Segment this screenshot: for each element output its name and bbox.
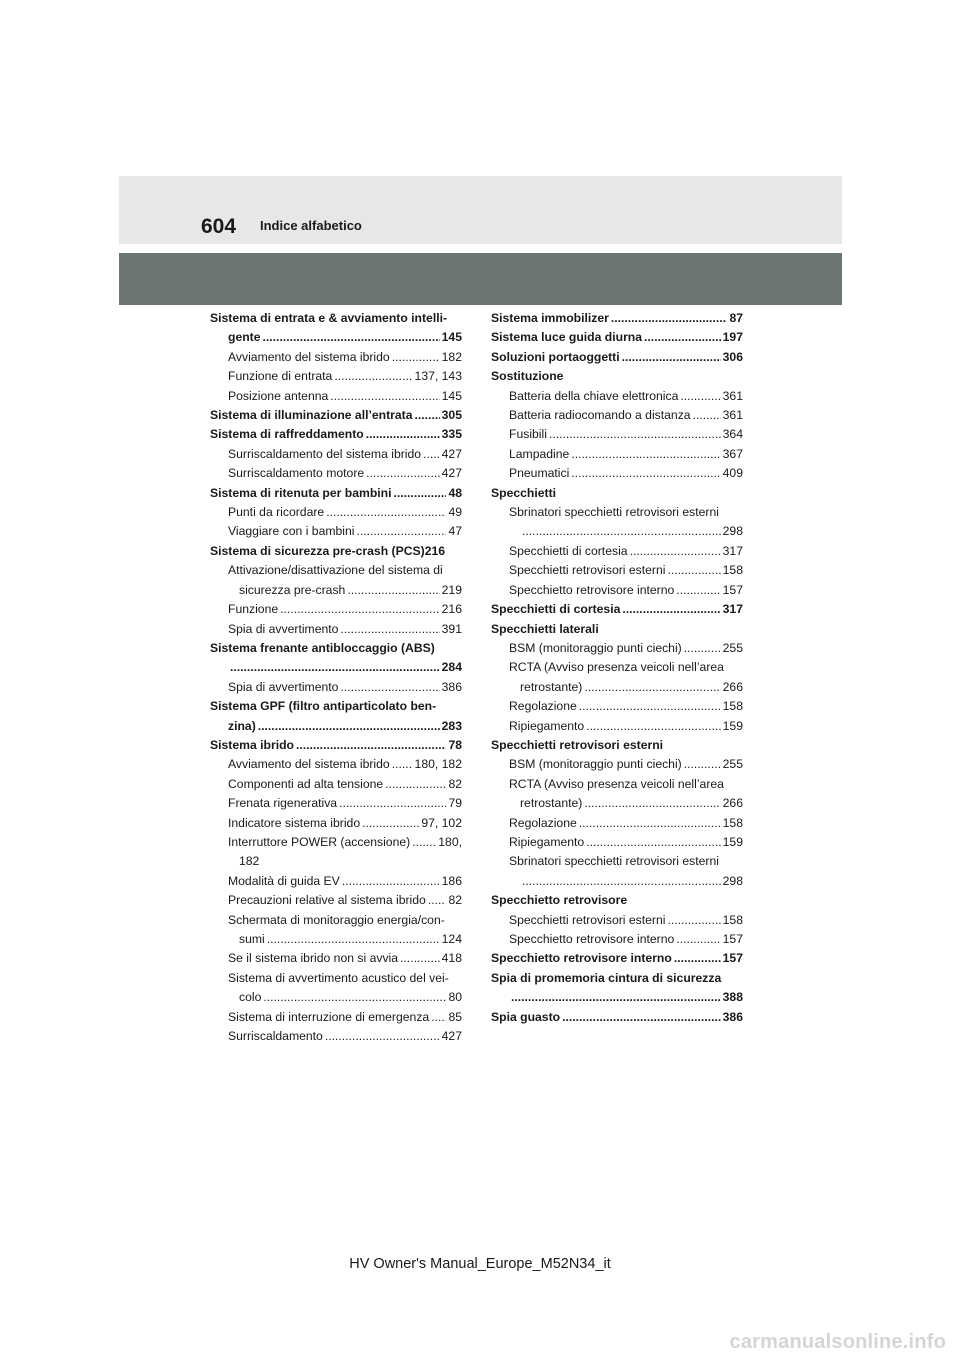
index-entry: [491, 387, 743, 406]
dot-leader: [428, 891, 447, 910]
dot-leader: [611, 309, 728, 328]
index-entry-page: 386: [441, 679, 462, 694]
index-entry-page: 427: [441, 1029, 462, 1044]
index-entry-page: 157: [722, 932, 743, 946]
index-entry-page: 197: [722, 330, 743, 345]
index-entry-page: 216: [441, 602, 462, 617]
index-entry-page: 48: [448, 485, 462, 500]
watermark: carmanualsonline.info: [729, 1331, 946, 1353]
index-entry: [210, 930, 462, 949]
index-entry-page: 391: [441, 621, 462, 636]
index-entry-text: Funzione: [228, 602, 279, 617]
index-entry: [491, 561, 743, 580]
index-entry-text: Fusibili: [509, 427, 547, 442]
dot-leader: [326, 503, 446, 522]
index-entry: [210, 1027, 462, 1046]
index-entry: [210, 620, 462, 639]
index-entry-text: Attivazione/disattivazione del sistema di: [228, 563, 443, 578]
index-entry-text: Sistema di raffreddamento: [210, 427, 364, 442]
index-entry-page: 49: [448, 505, 462, 520]
index-entry: [210, 717, 462, 736]
index-entry-text: Spia di promemoria cintura di sicurezza: [491, 970, 722, 985]
index-entry-page: 180, 182: [414, 757, 462, 772]
index-entry-text: Spia di avvertimento: [228, 621, 339, 636]
index-entry-page: 158: [722, 815, 743, 830]
index-entry: [210, 309, 462, 328]
index-entry-text: Posizione antenna: [228, 388, 329, 403]
index-entry-text: Lampadine: [509, 446, 570, 461]
index-entry-page: 427: [441, 466, 462, 481]
dot-leader: [263, 988, 446, 1007]
dot-leader: [549, 425, 721, 444]
dot-leader: [392, 755, 413, 774]
index-entry-page: 124: [441, 932, 462, 946]
index-entry: [491, 697, 743, 716]
index-entry-text: Specchietti: [491, 485, 557, 500]
dot-leader: [584, 794, 720, 813]
index-entry-page: 182: [441, 349, 462, 364]
index-entry: [491, 755, 743, 774]
index-entry-text: Viaggiare con i bambini: [228, 524, 355, 539]
index-entry-text: Sbrinatori specchietti retrovisori esterni: [509, 854, 719, 869]
dot-leader: [667, 561, 720, 580]
dot-leader: [356, 522, 446, 541]
index-entry: [210, 581, 462, 600]
dot-leader: [325, 1027, 440, 1046]
index-entry: [491, 658, 743, 677]
index-entry: [491, 639, 743, 658]
dot-leader: [622, 348, 721, 367]
dot-leader: [366, 464, 440, 483]
index-entry-text: Sistema di avvertimento acustico del vei-: [228, 970, 449, 985]
index-entry: [210, 503, 462, 522]
section-title: Indice alfabetico: [260, 218, 362, 233]
index-entry-text: Modalità di guida EV: [228, 873, 340, 888]
index-entry-text: Sostituzione: [491, 369, 564, 384]
index-entry-page: 216: [424, 543, 446, 558]
footer-manual-name: HV Owner's Manual_Europe_M52N34_it: [349, 1256, 611, 1272]
index-entry: [210, 852, 462, 871]
index-entry: [210, 522, 462, 541]
index-entry: [491, 891, 743, 910]
dot-leader: [334, 367, 412, 386]
index-entry: [491, 542, 743, 561]
index-entry-text: Sistema di illuminazione all’entrata: [210, 408, 413, 423]
index-entry: [210, 600, 462, 619]
index-column-left: [210, 309, 462, 1046]
index-entry: [491, 328, 743, 347]
index-entry-page: 219: [441, 582, 462, 597]
dot-leader: [674, 949, 721, 968]
index-entry: [210, 872, 462, 891]
dot-leader: [258, 717, 440, 736]
index-entry-text: Regolazione: [509, 815, 577, 830]
index-entry-text: Specchietto retrovisore interno: [509, 582, 675, 597]
dot-leader: [296, 736, 446, 755]
index-entry-page: 158: [722, 912, 743, 927]
index-entry-page: 82: [448, 776, 462, 791]
index-entry: [491, 445, 743, 464]
page-number: 604: [201, 215, 237, 238]
dot-leader: [415, 406, 440, 425]
index-entry-page: 284: [441, 660, 462, 675]
index-entry-text: Sistema ibrido: [210, 737, 294, 752]
dot-leader: [630, 542, 721, 561]
dot-leader: [340, 678, 439, 697]
index-entry: [491, 814, 743, 833]
dot-leader: [511, 988, 721, 1007]
dot-leader: [622, 600, 720, 619]
index-entry: [491, 852, 743, 871]
index-entry-text: Specchietto retrovisore: [491, 893, 628, 908]
index-entry: [491, 348, 743, 367]
index-entry-text: sumi: [239, 932, 265, 946]
index-entry-page: 418: [441, 951, 462, 966]
dot-leader: [571, 445, 720, 464]
index-entry-text: Indicatore sistema ibrido: [228, 815, 361, 830]
dot-leader: [584, 678, 720, 697]
index-entry-text: Frenata rigenerativa: [228, 796, 338, 811]
dot-leader: [230, 658, 440, 677]
index-entry: [491, 949, 743, 968]
index-entry: [210, 775, 462, 794]
index-entry: [210, 328, 462, 347]
index-entry: [491, 406, 743, 425]
index-entry: [491, 988, 743, 1007]
index-entry: [210, 755, 462, 774]
index-entry-text: RCTA (Avviso presenza veicoli nell’area: [509, 660, 724, 675]
index-entry: [491, 717, 743, 736]
index-entry-page: 409: [722, 466, 743, 481]
index-entry: [210, 561, 462, 580]
index-entry-text: Specchietti di cortesia: [509, 543, 628, 558]
dot-leader: [423, 445, 440, 464]
dot-leader: [579, 697, 721, 716]
index-entry-text: Spia di avvertimento: [228, 679, 339, 694]
index-entry-page: 87: [729, 311, 743, 325]
index-entry-text: Sistema immobilizer: [491, 311, 609, 325]
index-entry-page: 186: [441, 873, 462, 888]
index-entry: [210, 406, 462, 425]
index-entry: [491, 969, 743, 988]
dot-leader: [362, 814, 419, 833]
index-entry-page: 298: [722, 524, 743, 539]
index-entry: [491, 930, 743, 949]
index-entry-text: Specchietti retrovisori esterni: [509, 563, 666, 578]
index-entry-page: 298: [722, 873, 743, 888]
dot-leader: [339, 794, 446, 813]
dot-leader: [676, 581, 720, 600]
index-entry: [210, 1008, 462, 1027]
index-entry-text: Componenti ad alta tensione: [228, 776, 384, 791]
index-entry-text: Sistema di interruzione di emergenza: [228, 1009, 430, 1024]
index-entry-text: retrostante): [520, 796, 583, 811]
dot-leader: [684, 639, 721, 658]
index-entry: [210, 387, 462, 406]
dot-leader: [267, 930, 440, 949]
dot-leader: [347, 581, 439, 600]
index-entry-page: 317: [722, 602, 743, 617]
index-entry-text: Surriscaldamento del sistema ibrido: [228, 446, 422, 461]
index-entry-page: 364: [722, 427, 743, 442]
index-entry-page: 80: [448, 990, 462, 1005]
dot-leader: [684, 755, 721, 774]
index-entry-text: Sistema di sicurezza pre-crash (PCS): [210, 543, 425, 558]
dot-leader: [263, 328, 440, 347]
index-entry-page: 137, 143: [414, 369, 462, 384]
index-entry-text: retrostante): [520, 679, 583, 694]
dot-leader: [431, 1008, 446, 1027]
dot-leader: [280, 600, 440, 619]
index-entry: [210, 814, 462, 833]
index-entry: [210, 891, 462, 910]
index-entry: [491, 872, 743, 891]
index-entry-page: 159: [722, 834, 743, 849]
index-entry-page: 386: [722, 1009, 743, 1024]
dot-leader: [680, 387, 720, 406]
index-entry-page: 159: [722, 718, 743, 733]
index-entry: [491, 794, 743, 813]
index-entry-text: Interruttore POWER (accensione): [228, 834, 411, 849]
index-entry: [491, 620, 743, 639]
index-entry-text: Sistema di entrata e & avviamento intelli-: [210, 311, 448, 325]
index-entry-page: 266: [722, 796, 743, 811]
dot-leader: [562, 1008, 721, 1027]
index-entry-text: Pneumatici: [509, 466, 570, 481]
index-entry-page: 255: [722, 640, 743, 655]
index-entry: [491, 522, 743, 541]
index-entry: [210, 425, 462, 444]
dot-leader: [693, 406, 721, 425]
index-entry-text: Avviamento del sistema ibrido: [228, 757, 390, 772]
index-entry-page: 47: [448, 524, 462, 539]
dot-leader: [522, 522, 721, 541]
index-entry-text: Specchietti retrovisori esterni: [491, 737, 664, 752]
index-entry-page: 266: [722, 679, 743, 694]
index-entry: [491, 425, 743, 444]
index-entry: [210, 833, 462, 852]
index-entry-text: Precauzioni relative al sistema ibrido: [228, 893, 426, 908]
index-entry: [491, 736, 743, 755]
index-entry-text: Batteria della chiave elettronica: [509, 388, 679, 403]
dot-leader: [586, 833, 720, 852]
index-entry-text: Sistema luce guida diurna: [491, 330, 643, 345]
index-entry-text: BSM (monitoraggio punti ciechi): [509, 757, 682, 772]
index-entry-text: Sistema di ritenuta per bambini: [210, 485, 392, 500]
index-entry: [491, 600, 743, 619]
index-entry: [491, 911, 743, 930]
index-entry: [210, 367, 462, 386]
index-entry-text: Ripiegamento: [509, 718, 585, 733]
index-column-right: [491, 309, 743, 1027]
index-entry: [210, 949, 462, 968]
dot-leader: [522, 872, 721, 891]
dot-leader: [676, 930, 720, 949]
index-entry: [491, 1008, 743, 1027]
index-entry-page: 158: [722, 699, 743, 714]
index-entry: [210, 678, 462, 697]
index-entry: [210, 697, 462, 716]
index-entry-text: Funzione di entrata: [228, 369, 333, 384]
index-entry-page: 157: [722, 951, 743, 966]
index-entry: [210, 988, 462, 1007]
dot-leader: [330, 387, 439, 406]
index-entry-page: 157: [722, 582, 743, 597]
index-entry-text: Ripiegamento: [509, 834, 585, 849]
dot-leader: [385, 775, 446, 794]
index-entry-page: 388: [722, 990, 743, 1005]
index-entry-page: 145: [441, 330, 462, 345]
index-entry: [491, 309, 743, 328]
index-entry-text: Specchietti retrovisori esterni: [509, 912, 666, 927]
index-entry-page: 79: [448, 796, 462, 811]
index-entry: [491, 484, 743, 503]
dot-leader: [392, 348, 440, 367]
index-entry-text: Spia guasto: [491, 1009, 561, 1024]
index-entry-text: Specchietti di cortesia: [491, 602, 621, 617]
index-entry: [210, 542, 462, 561]
index-entry: [210, 464, 462, 483]
index-entry-text: Surriscaldamento motore: [228, 466, 365, 481]
index-entry-page: 427: [441, 446, 462, 461]
index-entry: [491, 833, 743, 852]
index-entry-text: Sbrinatori specchietti retrovisori esterni: [509, 505, 719, 520]
title-bar: [119, 253, 842, 305]
dot-leader: [400, 949, 440, 968]
dot-leader: [342, 872, 440, 891]
index-entry-page: 78: [448, 737, 462, 752]
dot-leader: [586, 717, 720, 736]
index-entry-text: Regolazione: [509, 699, 577, 714]
index-entry: [210, 639, 462, 658]
index-entry-text: sicurezza pre-crash: [239, 582, 346, 597]
index-entry: [491, 464, 743, 483]
index-entry-text: BSM (monitoraggio punti ciechi): [509, 640, 682, 655]
index-entry: [210, 348, 462, 367]
index-entry: [491, 503, 743, 522]
dot-leader: [412, 833, 436, 852]
index-entry-text: Specchietti laterali: [491, 621, 599, 636]
index-entry: [210, 969, 462, 988]
index-entry-text: gente: [228, 330, 261, 345]
index-entry-text: Surriscaldamento: [228, 1029, 323, 1044]
index-entry-page: 97, 102: [421, 815, 462, 830]
index-entry-text: Specchietto retrovisore interno: [509, 932, 675, 946]
index-entry-text: Schermata di monitoraggio energia/con-: [228, 912, 445, 927]
index-entry-text: colo: [239, 990, 262, 1005]
dot-leader: [579, 814, 721, 833]
index-entry-text: Batteria radiocomando a distanza: [509, 408, 691, 423]
index-entry-text: Sistema GPF (filtro antiparticolato ben-: [210, 699, 437, 714]
index-entry: [210, 794, 462, 813]
index-entry-page: 158: [722, 563, 743, 578]
dot-leader: [644, 328, 721, 347]
dot-leader: [340, 620, 439, 639]
index-entry-page: 283: [441, 718, 462, 733]
index-entry: [491, 678, 743, 697]
index-entry-page: 255: [722, 757, 743, 772]
index-entry-text: Punti da ricordare: [228, 505, 325, 520]
index-entry-text: Sistema frenante antibloccaggio (ABS): [210, 640, 435, 655]
index-entry: [210, 736, 462, 755]
index-entry-page: 82: [448, 893, 462, 908]
index-entry-page: 180,: [438, 834, 462, 849]
dot-leader: [366, 425, 440, 444]
index-entry: [210, 445, 462, 464]
index-entry-page: 335: [441, 427, 462, 442]
index-entry: [210, 658, 462, 677]
index-entry: [210, 911, 462, 930]
dot-leader: [571, 464, 720, 483]
index-entry-text: 182: [239, 854, 260, 869]
index-entry-text: Specchietto retrovisore interno: [491, 951, 672, 966]
index-entry: [491, 775, 743, 794]
index-entry-text: Avviamento del sistema ibrido: [228, 349, 390, 364]
index-entry-text: Soluzioni portaoggetti: [491, 349, 620, 364]
index-entry-page: 317: [722, 543, 743, 558]
index-entry-page: 361: [722, 408, 743, 423]
index-entry: [491, 581, 743, 600]
index-entry-page: 367: [722, 446, 743, 461]
index-entry-text: Se il sistema ibrido non si avvia: [228, 951, 399, 966]
index-entry: [491, 367, 743, 386]
index-entry-text: RCTA (Avviso presenza veicoli nell’area: [509, 776, 724, 791]
index-entry: [210, 484, 462, 503]
index-entry-page: 85: [448, 1009, 462, 1024]
index-entry-text: zina): [228, 718, 256, 733]
index-entry-page: 145: [441, 388, 462, 403]
index-entry-page: 306: [722, 349, 743, 364]
dot-leader: [394, 484, 447, 503]
dot-leader: [667, 911, 720, 930]
index-entry-page: 361: [722, 388, 743, 403]
index-entry-page: 305: [441, 408, 462, 423]
